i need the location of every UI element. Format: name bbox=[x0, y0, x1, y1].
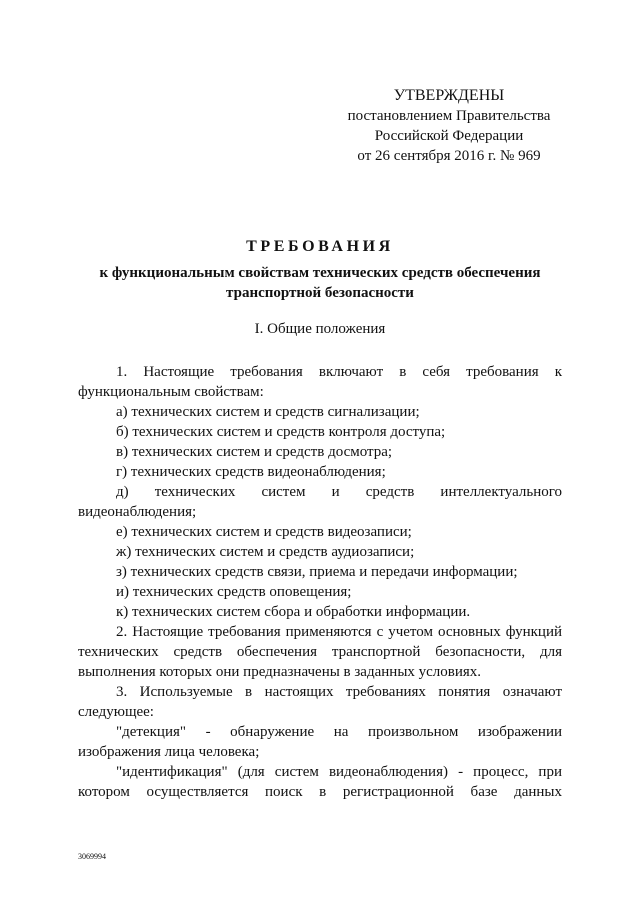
list-item-v: в) технических систем и средств досмотра; bbox=[116, 444, 393, 460]
list-item-a: а) технических систем и средств сигнализации; bbox=[116, 404, 420, 420]
paragraph-1: 1. Настоящие требования включают в себя требования к функциональным свойствам: bbox=[78, 364, 562, 400]
document-body bbox=[78, 362, 562, 802]
document-title: ТРЕБОВАНИЯ bbox=[246, 238, 394, 255]
subtitle-line-1: к функциональным свойствам технических средств обеспечения bbox=[99, 265, 541, 281]
definition-identification: "идентификация" (для систем видеонаблюдения) - процесс, при котором осуществляется поиск в регистрационной базе данных bbox=[78, 764, 562, 800]
list-item-g: г) технических средств видеонаблюдения; bbox=[116, 464, 386, 480]
list-item-i: и) технических средств оповещения; bbox=[116, 584, 352, 600]
list-item-zh: ж) технических систем и средств аудиозаписи; bbox=[116, 544, 415, 560]
list-item-d: д) технических систем и средств интеллектуального видеонаблюдения; bbox=[78, 484, 562, 520]
paragraph-3: 3. Используемые в настоящих требованиях понятия означают следующее: bbox=[78, 684, 562, 720]
approval-block bbox=[340, 86, 558, 166]
approval-date-number: от 26 сентября 2016 г. № 969 bbox=[357, 148, 541, 164]
section-heading: I. Общие положения bbox=[254, 321, 386, 337]
list-item-z: з) технических средств связи, приема и передачи информации; bbox=[116, 564, 518, 580]
document-subtitle bbox=[78, 263, 562, 303]
paragraph-2: 2. Настоящие требования применяются с учетом основных функций технических средств обеспечения транспортной безопасности, для выполнения которых они предназначены в заданных условиях. bbox=[78, 624, 562, 680]
approval-line-1: постановлением Правительства bbox=[347, 108, 551, 124]
list-item-k: к) технических систем сбора и обработки информации. bbox=[116, 604, 471, 620]
list-item-e: е) технических систем и средств видеозаписи; bbox=[116, 524, 412, 540]
list-item-b: б) технических систем и средств контроля доступа; bbox=[116, 424, 446, 440]
footer-document-code: 3069994 bbox=[78, 852, 106, 861]
approval-heading: УТВЕРЖДЕНЫ bbox=[393, 87, 505, 104]
approval-line-2: Российской Федерации bbox=[374, 128, 524, 144]
subtitle-line-2: транспортной безопасности bbox=[226, 285, 414, 301]
definition-detection: "детекция" - обнаружение на произвольном изображении изображения лица человека; bbox=[78, 724, 562, 760]
